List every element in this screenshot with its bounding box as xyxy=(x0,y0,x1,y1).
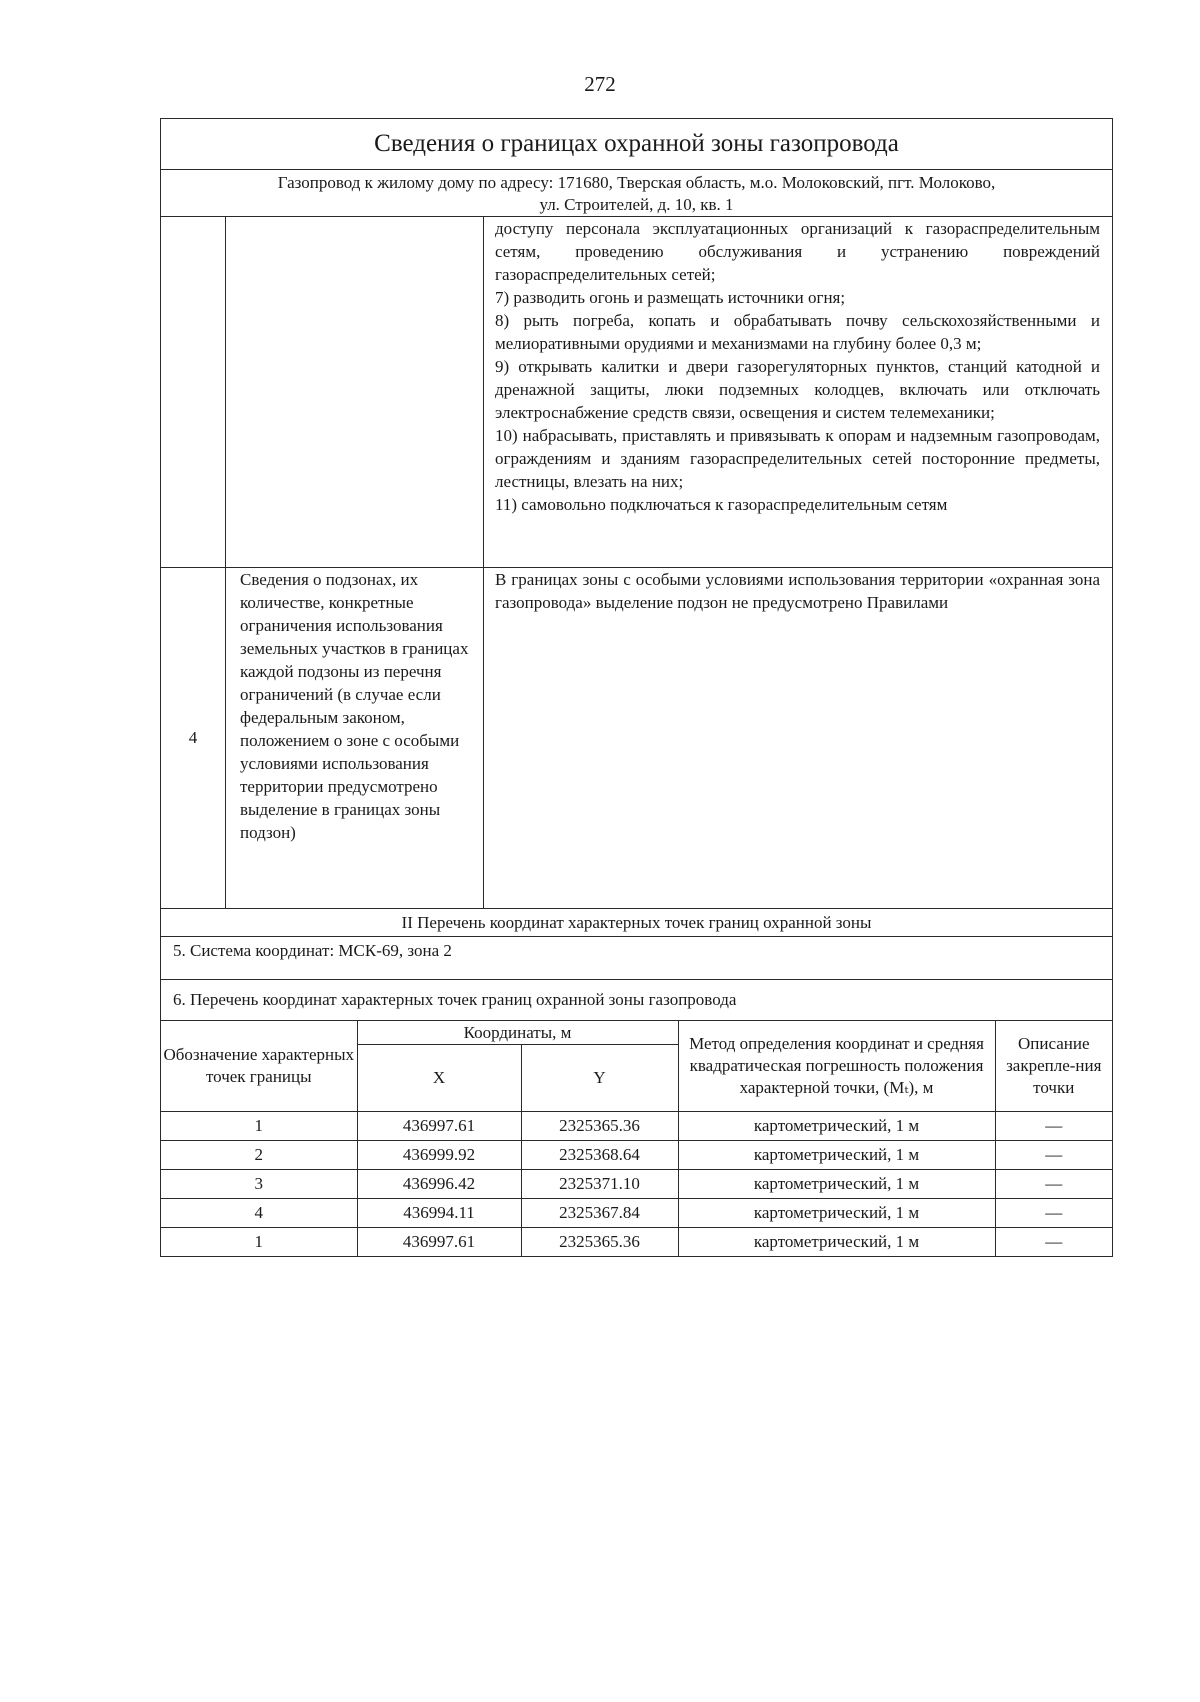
table-row xyxy=(161,1170,1112,1199)
method-cell: картометрический, 1 м xyxy=(678,1141,995,1170)
point-cell: 1 xyxy=(161,1228,357,1257)
restrictions-row xyxy=(161,217,1112,568)
subzones-row xyxy=(161,568,1112,909)
desc-cell: — xyxy=(995,1170,1112,1199)
method-cell: картометрический, 1 м xyxy=(678,1228,995,1257)
point-cell: 2 xyxy=(161,1141,357,1170)
restriction-item: 11) самовольно подключаться к газораспределительным сетям xyxy=(495,495,948,514)
address-line-2: ул. Строителей, д. 10, кв. 1 xyxy=(539,195,734,214)
y-cell: 2325367.84 xyxy=(521,1199,678,1228)
point-cell: 3 xyxy=(161,1170,357,1199)
coordinate-system: 5. Система координат: МСК-69, зона 2 xyxy=(161,937,1112,980)
row-name xyxy=(226,217,484,567)
desc-cell: — xyxy=(995,1199,1112,1228)
x-cell: 436997.61 xyxy=(357,1112,521,1141)
restriction-item: доступу персонала эксплуатационных организаций к газораспределительным сетям, проведению обслуживания и устранению повреждений газораспределительных сетей; xyxy=(495,219,1100,284)
coordinates-section xyxy=(161,980,1112,1256)
desc-cell: — xyxy=(995,1112,1112,1141)
x-cell: 436999.92 xyxy=(357,1141,521,1170)
x-cell: 436997.61 xyxy=(357,1228,521,1257)
method-cell: картометрический, 1 м xyxy=(678,1170,995,1199)
row-number xyxy=(161,217,226,567)
desc-cell: — xyxy=(995,1141,1112,1170)
restriction-item: 10) набрасывать, приставлять и привязывать к опорам и надземным газопроводам, ограждениям и зданиям газораспределительных сетей посторонние предметы, лестницы, влезать на них; xyxy=(495,426,1100,491)
col-point-header: Обозначение характерных точек границы xyxy=(161,1021,357,1112)
section-ii-heading: II Перечень координат характерных точек границ охранной зоны xyxy=(161,909,1112,937)
y-cell: 2325371.10 xyxy=(521,1170,678,1199)
page-number: 272 xyxy=(584,72,616,96)
coordinates-table xyxy=(161,1021,1112,1256)
table-row xyxy=(161,1141,1112,1170)
col-desc-header: Описание закрепле-ния точки xyxy=(995,1021,1112,1112)
x-cell: 436994.11 xyxy=(357,1199,521,1228)
desc-cell: — xyxy=(995,1228,1112,1257)
document-title: Сведения о границах охранной зоны газопровода xyxy=(161,119,1112,170)
row-number: 4 xyxy=(161,568,226,908)
method-cell: картометрический, 1 м xyxy=(678,1112,995,1141)
y-cell: 2325368.64 xyxy=(521,1141,678,1170)
row-name: Сведения о подзонах, их количестве, конкретные ограничения использования земельных участков в границах каждой подзоны из перечня ограничений (в случае если федеральным законом, положением о зоне с особыми условиями использования территории предусмотрено выделение в границах зоны подзон) xyxy=(226,568,484,908)
point-cell: 1 xyxy=(161,1112,357,1141)
y-cell: 2325365.36 xyxy=(521,1112,678,1141)
restriction-item: 9) открывать калитки и двери газорегуляторных пунктов, станций катодной и дренажной защиты, люки подземных колодцев, включать или отключать электроснабжение средств связи, освещения и систем телемеханики; xyxy=(495,357,1100,422)
restriction-item: 7) разводить огонь и размещать источники огня; xyxy=(495,288,846,307)
method-cell: картометрический, 1 м xyxy=(678,1199,995,1228)
col-coords-header: Координаты, м xyxy=(357,1021,678,1045)
restriction-item: 8) рыть погреба, копать и обрабатывать почву сельскохозяйственными и мелиоративными орудиями и механизмами на глубину более 0,3 м; xyxy=(495,311,1100,353)
table-row xyxy=(161,1199,1112,1228)
restrictions-list xyxy=(484,217,1112,567)
col-method-header: Метод определения координат и средняя квадратическая погрешность положения характерной точки, (Mₜ), м xyxy=(678,1021,995,1112)
table-row xyxy=(161,1112,1112,1141)
address-line-1: Газопровод к жилому дому по адресу: 171680, Тверская область, м.о. Молоковский, пгт. Молоково, xyxy=(277,173,996,192)
col-y-header: Y xyxy=(521,1045,678,1112)
subzones-description: В границах зоны с особыми условиями использования территории «охранная зона газопровода» выделение подзон не предусмотрено Правилами xyxy=(495,570,1100,612)
table-row xyxy=(161,1228,1112,1257)
y-cell: 2325365.36 xyxy=(521,1228,678,1257)
x-cell: 436996.42 xyxy=(357,1170,521,1199)
col-x-header: X xyxy=(357,1045,521,1112)
point-cell: 4 xyxy=(161,1199,357,1228)
zone-info-table xyxy=(160,118,1113,1257)
pipeline-address xyxy=(161,170,1112,217)
coordinates-list-title: 6. Перечень координат характерных точек границ охранной зоны газопровода xyxy=(161,980,1112,1021)
